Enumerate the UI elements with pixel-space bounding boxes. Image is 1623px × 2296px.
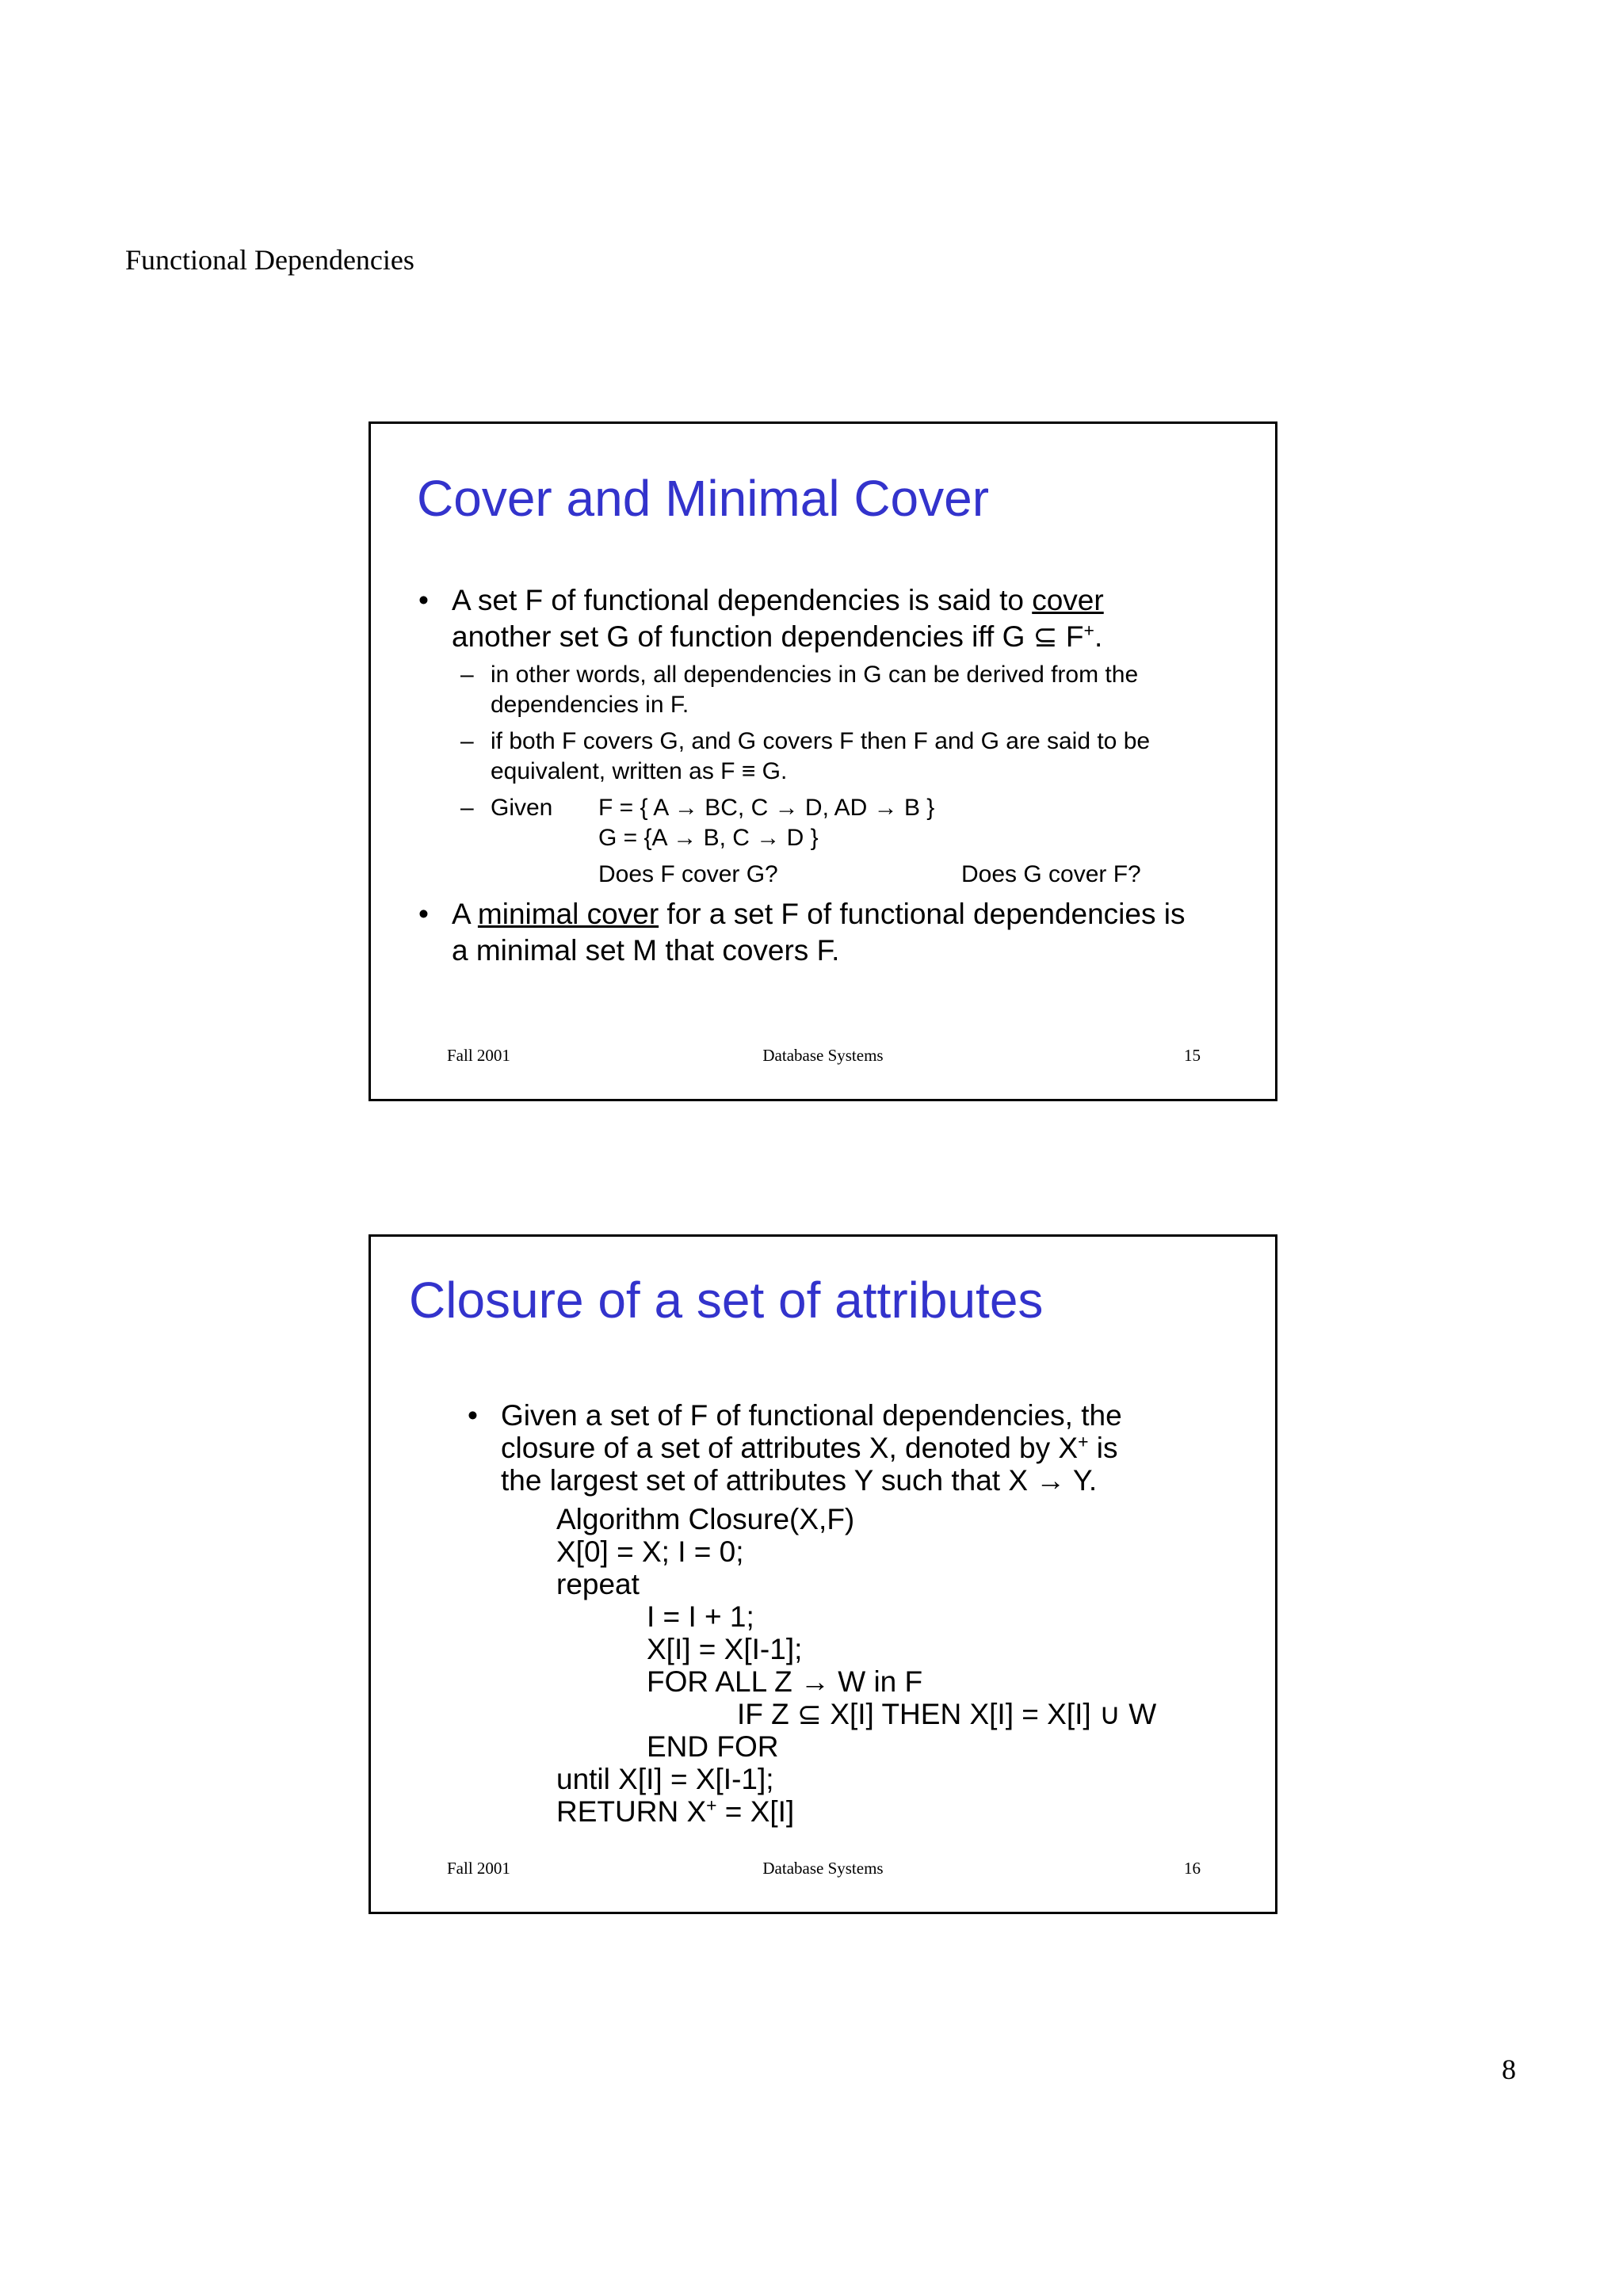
fd-set-f: F = { A → BC, C → D, AD → B } (598, 795, 935, 821)
text-line: A minimal cover for a set F of functional dependencies is (452, 898, 1186, 930)
footer-course: Database Systems (762, 1859, 884, 1878)
page-header: Functional Dependencies (125, 244, 414, 276)
text-line: closure of a set of attributes X, denoted by X+ is (501, 1431, 1118, 1464)
slide-closure-attributes (369, 1234, 1277, 1914)
bullet-mark: • (418, 898, 429, 930)
slide-cover-minimal-cover (369, 421, 1277, 1101)
algo-line: END FOR (647, 1730, 779, 1763)
sub-bullet-given: – Given F = { A → BC, C → D, AD → B } G = {A → B, C → D } Does F cover G? Does G cover F? (491, 793, 1274, 893)
algo-line: until X[I] = X[I-1]; (556, 1763, 774, 1795)
footer-date: Fall 2001 (447, 1859, 510, 1878)
slide-title: Closure of a set of attributes (409, 1272, 1044, 1329)
bullet-mark: • (418, 584, 429, 616)
page-number: 8 (1502, 2054, 1516, 2085)
algo-line: RETURN X+ = X[I] (556, 1794, 795, 1828)
slide-footer (371, 1043, 1275, 1067)
footer-slide-number: 16 (1184, 1859, 1201, 1878)
question-g-cover-f: Does G cover F? (961, 861, 1141, 887)
fd-set-g: G = {A → B, C → D } (598, 825, 819, 851)
algo-line: FOR ALL Z → W in F (647, 1665, 923, 1698)
slide-footer (371, 1856, 1275, 1880)
bullet-mark: • (468, 1399, 478, 1432)
bullet-minimal-cover: • A minimal cover for a set F of functional dependencies is a minimal set M that covers F. (452, 896, 1274, 969)
footer-slide-number: 15 (1184, 1046, 1201, 1065)
question-f-cover-g: Does F cover G? (598, 861, 778, 887)
bullet-cover-definition (418, 582, 1274, 655)
dash-mark: – (460, 728, 474, 754)
footer-course: Database Systems (762, 1046, 884, 1065)
sub-bullet-equivalent: – if both F covers G, and G covers F then F and G are said to be equivalent, written as F ≡ G. (460, 728, 1151, 784)
bullet-closure-definition: • Given a set of F of functional dependencies, the closure of a set of attributes X, denoted by X+ is the largest set of attributes Y such that X → Y. (501, 1399, 1274, 1497)
sub-bullet-derived: – in other words, all dependencies in G can be derived from the dependencies in F. (460, 662, 1139, 718)
algo-line: IF Z ⊆ X[I] THEN X[I] = X[I] ∪ W (737, 1698, 1157, 1730)
closure-algorithm (556, 1503, 1274, 1828)
footer-date: Fall 2001 (447, 1046, 510, 1065)
algo-line: X[0] = X; I = 0; (556, 1535, 744, 1568)
slide-title: Cover and Minimal Cover (417, 470, 990, 527)
slide-body (371, 1399, 1274, 1828)
algo-line: X[I] = X[I-1]; (647, 1633, 803, 1665)
text-line: another set G of function dependencies iff G ⊆ F+. (452, 620, 1103, 653)
slide-body (371, 582, 1274, 969)
dash-mark: – (460, 795, 474, 821)
algo-line: I = I + 1; (647, 1600, 754, 1633)
algo-line: Algorithm Closure(X,F) (556, 1503, 855, 1535)
dash-mark: – (460, 662, 474, 688)
algo-line: repeat (556, 1568, 640, 1600)
text-line: A set F of functional dependencies is said to cover (452, 584, 1104, 616)
